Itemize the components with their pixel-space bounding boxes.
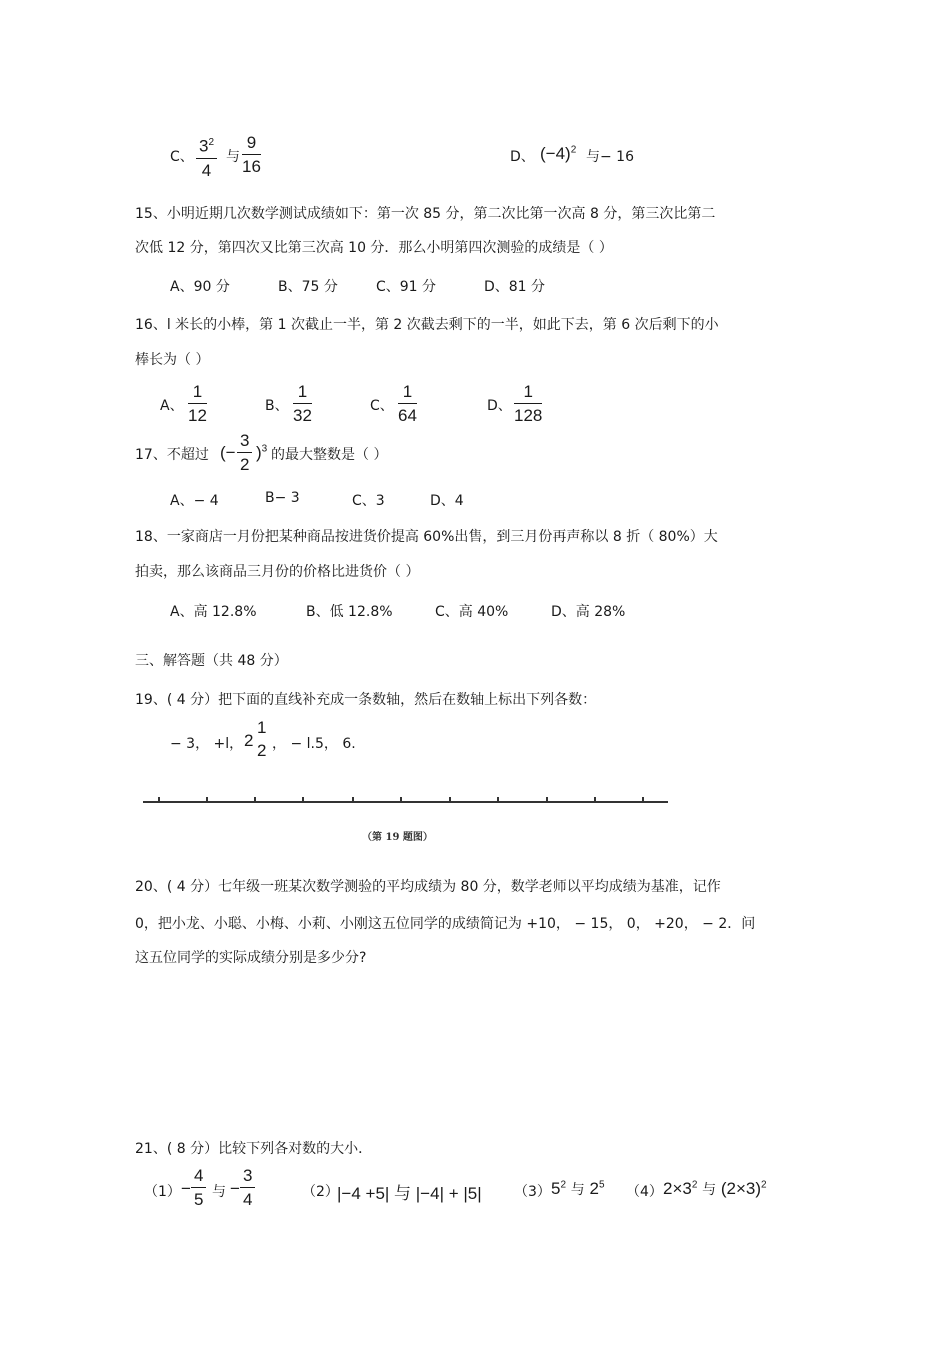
q15-option-b: B、75 分 [278, 279, 338, 295]
q21-p3-base-a: 5 [551, 1179, 561, 1198]
q15-text-line-2: 次低 12 分，第四次又比第三次高 10 分．那么小明第四次测验的成绩是（ ） [135, 240, 613, 256]
q19-tick [594, 797, 596, 802]
q21-p1-denominator-2: 4 [243, 1190, 253, 1209]
q17-suffix: 的最大整数是（ ） [271, 447, 388, 463]
q18-option-c: C、高 40% [435, 604, 509, 620]
q18-option-b: B、低 12.8% [306, 604, 393, 620]
q16-option-c-label: C、 [370, 398, 394, 414]
q19-numbers-part-a: − 3， +l， [170, 736, 244, 752]
q16-option-a-fraction [188, 382, 207, 426]
q16-a-denominator: 12 [188, 406, 207, 425]
q21-part-3-expression [551, 1179, 605, 1199]
q21-part-2-expression: |−4 +5| 与 |−4| + |5| [337, 1184, 482, 1203]
q16-text-line-1: 16、l 米长的小棒，第 1 次截止一半，第 2 次截去剩下的一半，如此下去，第 6 次后剩下的小 [135, 317, 719, 333]
q19-mixed-fraction [254, 718, 269, 761]
q16-d-denominator: 128 [514, 406, 543, 425]
q16-option-c-fraction [398, 382, 417, 426]
q14-c-numerator-2: 9 [242, 133, 261, 155]
q21-part-4-expression [663, 1179, 767, 1199]
q17-close-paren [256, 443, 267, 463]
q17-open-paren: (− [220, 443, 236, 462]
q19-number-line [143, 801, 668, 803]
q16-d-numerator: 1 [514, 382, 542, 404]
q20-text-line-2: 0，把小龙、小聪、小梅、小莉、小刚这五位同学的成绩简记为 +10， − 15， 0， +20， − 2．问 [135, 916, 756, 932]
q21-p4-base-b: (2×3) [720, 1179, 762, 1198]
q21-p4-exp-a: 2 [691, 1179, 698, 1191]
q17-option-b: B− 3 [265, 490, 300, 506]
q14-option-c-fraction-1 [196, 133, 217, 181]
q16-option-a-label: A、 [160, 398, 184, 414]
q15-option-d: D、81 分 [484, 279, 546, 295]
q14-d-base: (−4) [540, 144, 571, 163]
q14-option-d-rest: 与− 16 [586, 149, 634, 165]
q16-c-denominator: 64 [398, 406, 417, 425]
q21-p1-denominator-1: 5 [194, 1190, 204, 1209]
q16-a-numerator: 1 [188, 382, 207, 404]
q19-mixed-denominator: 2 [257, 741, 267, 760]
q19-tick [254, 797, 256, 802]
q17-fraction [237, 431, 252, 475]
q21-p3-base-b: 2 [589, 1179, 599, 1198]
q21-part-2-label: （2） [302, 1184, 339, 1200]
q16-text-line-2: 棒长为（ ） [135, 352, 210, 368]
q14-option-c-label: C、 [170, 149, 194, 165]
q14-option-c-connector: 与 [226, 149, 240, 165]
q17-numerator: 3 [237, 431, 252, 453]
q19-tick [302, 797, 304, 802]
q21-part-1-connector: 与 [212, 1184, 226, 1200]
q17-denominator: 2 [240, 455, 250, 474]
q14-option-c-fraction-2 [242, 133, 261, 177]
q21-p1-numerator-1: 4 [191, 1166, 206, 1188]
q21-part-3-label: （3） [514, 1184, 551, 1200]
q14-d-exponent: 2 [570, 144, 577, 156]
q17-option-d: D、4 [430, 493, 464, 509]
q19-tick [642, 797, 644, 802]
q19-tick [400, 797, 402, 802]
q18-option-a: A、高 12.8% [170, 604, 257, 620]
q14-c-numerator: 3 [199, 136, 209, 156]
q18-text-line-1: 18、一家商店一月份把某种商品按进货价提高 60%出售，到三月份再声称以 8 折（ 80%）大 [135, 529, 718, 545]
q19-figure-caption: （第 19 题图） [362, 832, 433, 843]
q14-option-d-expression [540, 144, 576, 164]
q19-tick [449, 797, 451, 802]
q15-option-c: C、91 分 [376, 279, 437, 295]
q16-b-denominator: 32 [293, 406, 312, 425]
q19-tick [158, 797, 160, 802]
q15-option-a: A、90 分 [170, 279, 230, 295]
q14-c-denominator-2: 16 [242, 157, 261, 176]
q18-option-d: D、高 28% [551, 604, 626, 620]
q21-p4-base-a: 2×3 [663, 1179, 692, 1198]
q19-text-line-1: 19、( 4 分）把下面的直线补充成一条数轴，然后在数轴上标出下列各数： [135, 692, 597, 708]
q19-tick [497, 797, 499, 802]
q18-text-line-2: 拍卖，那么该商品三月份的价格比进货价（ ） [135, 564, 420, 580]
q21-p4-connector: 与 [702, 1181, 717, 1197]
q17-option-c: C、3 [352, 493, 385, 509]
q21-part-1-label: （1） [144, 1184, 181, 1200]
q19-tick [546, 797, 548, 802]
q21-p3-exp-b: 5 [598, 1179, 605, 1191]
q19-mixed-whole: 2 [244, 731, 254, 750]
q19-numbers-part-b: ， − l.5， 6. [272, 736, 356, 752]
q17-close: ) [256, 443, 262, 462]
q20-text-line-1: 20、( 4 分）七年级一班某次数学测验的平均成绩为 80 分，数学老师以平均成绩为基准，记作 [135, 879, 721, 895]
q19-tick [206, 797, 208, 802]
q21-part-1-minus-1: − [181, 1179, 191, 1198]
q17-prefix: 17、不超过 [135, 447, 209, 463]
q16-option-b-label: B、 [265, 398, 289, 414]
q16-option-d-fraction [514, 382, 542, 426]
q21-text-line-1: 21、( 8 分）比较下列各对数的大小． [135, 1141, 373, 1157]
q19-mixed-numerator: 1 [257, 718, 267, 737]
q21-part-1-fraction-2 [240, 1166, 255, 1210]
q17-option-a: A、− 4 [170, 493, 219, 509]
q14-c-denominator: 4 [201, 160, 212, 180]
q21-part-4-label: （4） [626, 1184, 663, 1200]
q21-p3-exp-a: 2 [560, 1179, 567, 1191]
q14-option-d-label: D、 [510, 149, 535, 165]
q20-text-line-3: 这五位同学的实际成绩分别是多少分? [135, 950, 367, 966]
section-3-heading: 三、解答题（共 48 分） [135, 653, 288, 669]
q21-p4-exp-b: 2 [761, 1179, 767, 1191]
q17-exponent: 3 [261, 443, 268, 455]
q15-text-line-1: 15、小明近期几次数学测试成绩如下：第一次 85 分，第二次比第一次高 8 分，第三次比第二 [135, 206, 716, 222]
q14-c-numerator-exponent: 2 [208, 137, 215, 148]
q19-tick [352, 797, 354, 802]
q21-part-1-fraction-1 [191, 1166, 206, 1210]
q16-option-b-fraction [293, 382, 312, 426]
q16-c-numerator: 1 [398, 382, 417, 404]
q21-p3-connector: 与 [570, 1181, 585, 1197]
q16-b-numerator: 1 [293, 382, 312, 404]
q21-part-1-minus-2: − [230, 1179, 240, 1198]
q21-p1-numerator-2: 3 [240, 1166, 255, 1188]
q16-option-d-label: D、 [487, 398, 512, 414]
